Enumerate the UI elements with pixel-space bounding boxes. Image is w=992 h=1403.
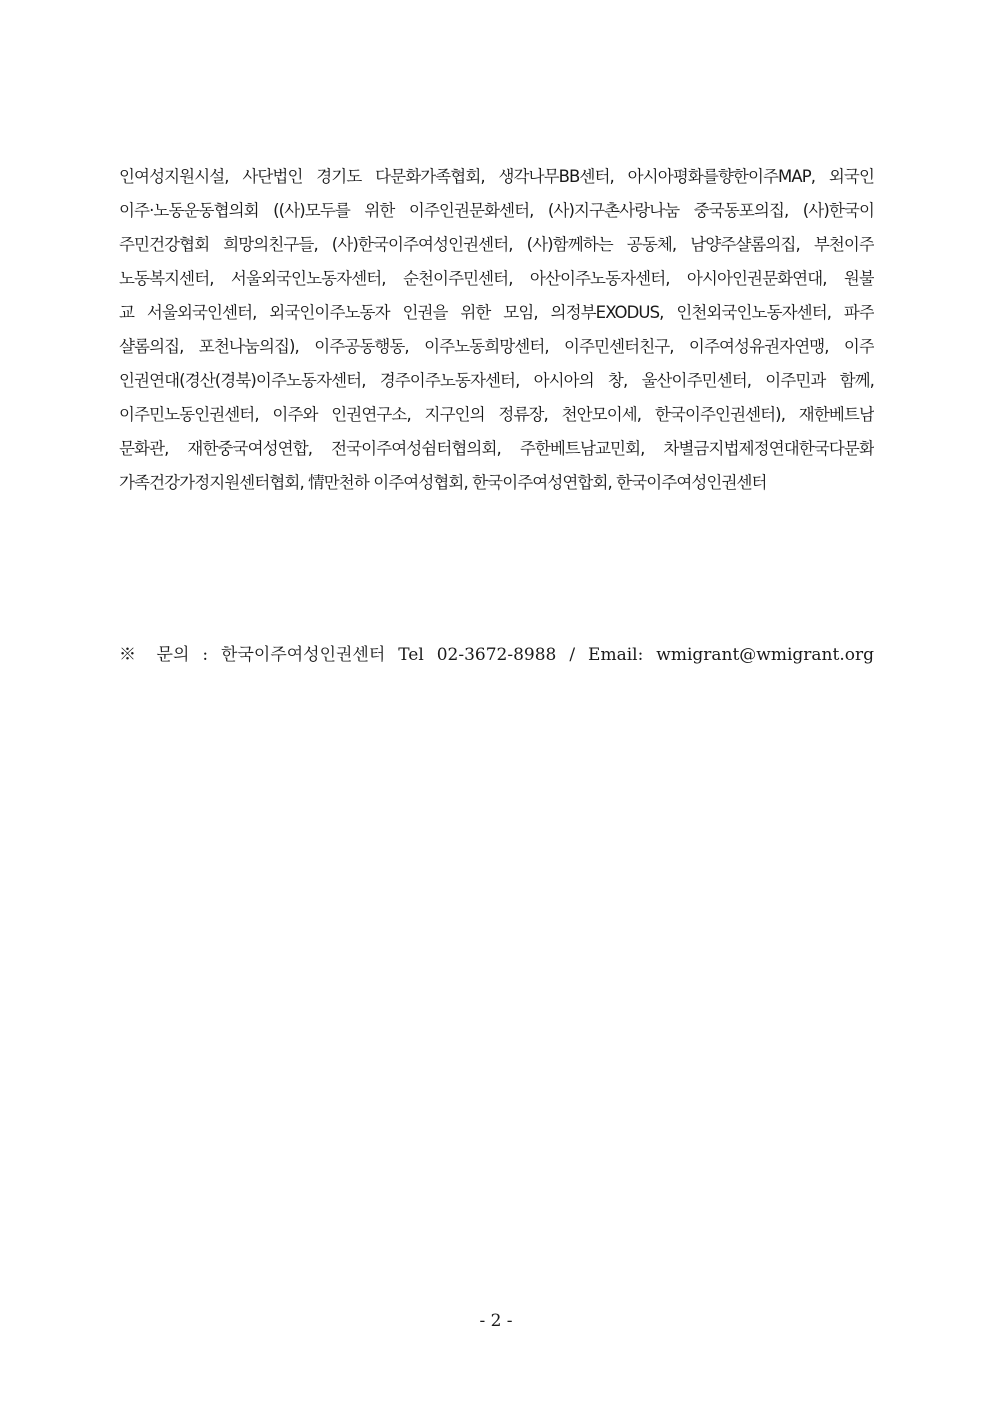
paragraph-line: 이주민노동인권센터, 이주와 인권연구소, 지구인의 정류장, 천안모이세, 한국이주인권센터), 재한베트남 [119, 405, 874, 424]
contact-info: ※ 문의 : 한국이주여성인권센터 Tel 02-3672-8988 / Email: wmigrant@wmigrant.org [119, 645, 874, 665]
paragraph-line: 인권연대(경산(경북)이주노동자센터, 경주이주노동자센터, 아시아의 창, 울산이주민센터, 이주민과 함께, [119, 371, 874, 390]
paragraph-line: 교 서울외국인센터, 외국인이주노동자 인권을 위한 모임, 의정부EXODUS, 인천외국인노동자센터, 파주 [119, 303, 874, 322]
paragraph-line-last: 가족건강가정지원센터협회, 情만천하 이주여성협회, 한국이주여성연합회, 한국이주여성인권센터 [119, 473, 767, 492]
paragraph-line: 문화관, 재한중국여성연합, 전국이주여성쉼터협의회, 주한베트남교민회, 차별금지법제정연대한국다문화 [119, 439, 874, 458]
paragraph-line: 이주·노동운동협의회 ((사)모두를 위한 이주인권문화센터, (사)지구촌사랑나눔 중국동포의집, (사)한국이 [119, 201, 874, 220]
paragraph-line: 인여성지원시설, 사단법인 경기도 다문화가족협회, 생각나무BB센터, 아시아평화를향한이주MAP, 외국인 [119, 167, 874, 186]
paragraph-line: 노동복지센터, 서울외국인노동자센터, 순천이주민센터, 아산이주노동자센터, 아시아인권문화연대, 원불 [119, 269, 874, 288]
organization-list-paragraph [119, 160, 874, 500]
paragraph-line: 샬롬의집, 포천나눔의집), 이주공동행동, 이주노동희망센터, 이주민센터친구, 이주여성유권자연맹, 이주 [119, 337, 874, 356]
page-number: - 2 - [479, 1311, 513, 1331]
paragraph-line: 주민건강협회 희망의친구들, (사)한국이주여성인권센터, (사)함께하는 공동체, 남양주샬롬의집, 부천이주 [119, 235, 874, 254]
